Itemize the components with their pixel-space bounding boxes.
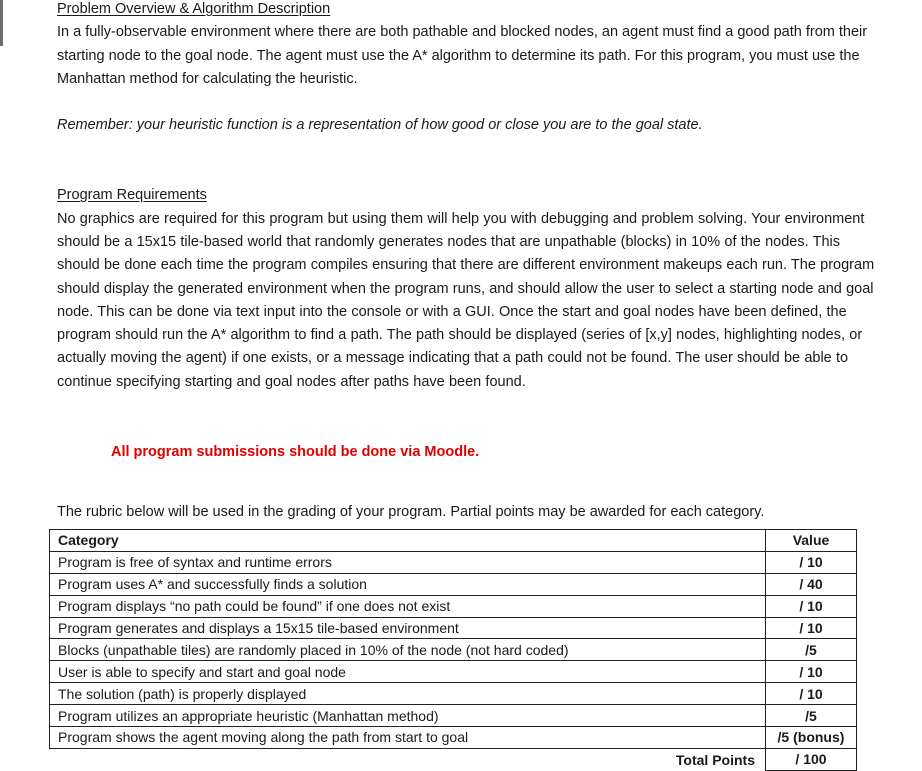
rubric-row xyxy=(50,551,857,573)
rubric-category: The solution (path) is properly displayed xyxy=(50,683,766,705)
spacer xyxy=(57,394,877,441)
rubric-row xyxy=(50,573,857,595)
margin-rule xyxy=(0,0,3,46)
total-label: Total Points xyxy=(675,751,755,768)
rubric-row xyxy=(50,595,857,617)
total-value: / 100 xyxy=(766,748,857,770)
rubric-value: / 10 xyxy=(766,661,857,683)
rubric-row xyxy=(50,661,857,683)
requirements-paragraph: No graphics are required for this program but using them will help you with debugging and problem solving. Your environment should be a 15x15 tile-based world that randomly generates nodes that are unpathable (blocks) in 10% of the nodes. This should be done each time the program compiles ensuring that there are different environment makeups each run. The program should display the generated environment when the program runs, and should allow the user to select a starting node and goal node. This can be done via text input into the console or with a GUI. Once the start and goal nodes have been defined, the program should run the A* algorithm to find a path. The path should be displayed (series of [x,y] nodes, highlighting nodes, or actually moving the agent) if one exists, or a message indicating that a path could not be found. The user should be able to continue specifying starting and goal nodes after paths have been found. xyxy=(57,210,875,390)
rubric-table xyxy=(49,529,857,771)
rubric-intro: The rubric below will be used in the grading of your program. Partial points may be awarded for each category. xyxy=(57,503,765,520)
rubric-category: Program shows the agent moving along the path from start to goal xyxy=(50,727,766,749)
overview-paragraph: In a fully-observable environment where there are both pathable and blocked nodes, an agent must find a good path from their starting node to the goal node. The agent must use the A* algorithm to determine its path. For this program, you must use the Manhattan method for calculating the heuristic. xyxy=(57,24,868,87)
rubric-category: Program uses A* and successfully finds a solution xyxy=(50,573,766,595)
spacer xyxy=(57,464,877,501)
rubric-value: / 10 xyxy=(766,617,857,639)
rubric-category: Program displays “no path could be found” if one does not exist xyxy=(50,595,766,617)
rubric-row xyxy=(50,617,857,639)
rubric-value: /5 xyxy=(766,639,857,661)
rubric-category: Blocks (unpathable tiles) are randomly placed in 10% of the node (not hard coded) xyxy=(50,639,766,661)
value-header: Value xyxy=(766,530,857,552)
submission-notice: All program submissions should be done via Moodle. xyxy=(111,443,480,460)
rubric-header-row xyxy=(50,530,857,552)
rubric-value: / 40 xyxy=(766,573,857,595)
rubric-row xyxy=(50,639,857,661)
category-header: Category xyxy=(50,530,766,552)
requirements-title: Program Requirements xyxy=(57,187,207,204)
spacer xyxy=(57,91,877,114)
rubric-row xyxy=(50,705,857,727)
rubric-value: / 10 xyxy=(766,551,857,573)
rubric-value: / 10 xyxy=(766,595,857,617)
rubric-value: /5 (bonus) xyxy=(766,727,857,749)
rubric-row xyxy=(50,727,857,749)
rubric-value: /5 xyxy=(766,705,857,727)
rubric-row xyxy=(50,683,857,705)
document-body xyxy=(57,0,877,524)
rubric-category: User is able to specify and start and goal node xyxy=(50,661,766,683)
rubric-category: Program is free of syntax and runtime errors xyxy=(50,551,766,573)
rubric-category: Program generates and displays a 15x15 tile-based environment xyxy=(50,617,766,639)
rubric-total-row xyxy=(50,748,857,770)
spacer xyxy=(57,138,877,185)
overview-title: Problem Overview & Algorithm Description xyxy=(57,1,331,17)
overview-reminder: Remember: your heuristic function is a representation of how good or close you are to the goal state. xyxy=(57,117,703,134)
rubric-category: Program utilizes an appropriate heuristic (Manhattan method) xyxy=(50,705,766,727)
rubric-value: / 10 xyxy=(766,683,857,705)
